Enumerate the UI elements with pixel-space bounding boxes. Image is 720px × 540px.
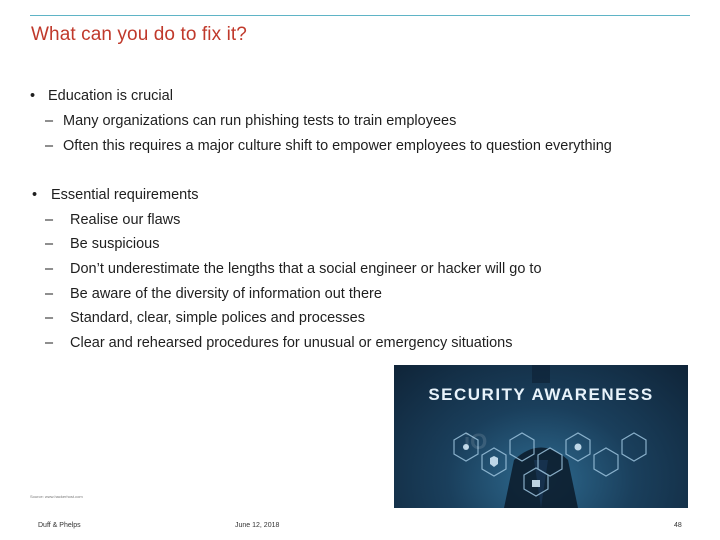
security-awareness-image [394, 365, 688, 508]
sub-bullet-item: – Clear and rehearsed procedures for unusual or emergency situations [45, 335, 513, 351]
footer-company: Duff & Phelps [38, 522, 81, 529]
bullet-marker: • [30, 88, 36, 104]
shield-icon [490, 456, 498, 467]
page-number: 48 [674, 522, 682, 529]
sub-bullet-item: – Many organizations can run phishing tests to train employees [45, 113, 457, 129]
sub-bullet-text: Be suspicious [70, 236, 160, 252]
sub-bullet-text: Standard, clear, simple polices and processes [70, 310, 365, 326]
image-banner-text: SECURITY AWARENESS [428, 385, 654, 404]
sub-bullet-text: Don’t underestimate the lengths that a social engineer or hacker will go to [70, 261, 542, 277]
bullet-text: Essential requirements [51, 187, 199, 203]
sub-bullet-text: Clear and rehearsed procedures for unusual or emergency situations [70, 335, 513, 351]
sub-bullet-item: – Be aware of the diversity of information out there [45, 286, 382, 302]
title-rule [30, 15, 690, 16]
gear-icon [575, 444, 582, 451]
sub-bullet-item: – Don’t underestimate the lengths that a social engineer or hacker will go to [45, 261, 542, 277]
sub-bullet-item: – Realise our flaws [45, 212, 181, 228]
sub-bullet-text: Many organizations can run phishing tests to train employees [63, 113, 457, 129]
footer-date: June 12, 2018 [235, 522, 280, 529]
bullet-marker: • [32, 187, 38, 203]
sub-bullet-item: – Often this requires a major culture shift to empower employees to question everything [45, 138, 612, 154]
sub-bullet-text: Realise our flaws [70, 212, 181, 228]
bullet-text: Education is crucial [48, 88, 173, 104]
bullet-item [32, 186, 199, 204]
sub-bullet-item: – Be suspicious [45, 236, 160, 252]
source-note: Source: www.hackerhost.com [30, 494, 83, 499]
svg-text:iO: iO [464, 429, 488, 454]
sub-bullet-text: Be aware of the diversity of information out there [70, 286, 382, 302]
slide-title: What can you do to fix it? [31, 24, 247, 45]
bullet-item [30, 87, 173, 105]
sub-bullet-item: – Standard, clear, simple polices and processes [45, 310, 365, 326]
lock-icon [532, 480, 540, 487]
sub-bullet-text: Often this requires a major culture shift to empower employees to question everything [63, 138, 612, 154]
